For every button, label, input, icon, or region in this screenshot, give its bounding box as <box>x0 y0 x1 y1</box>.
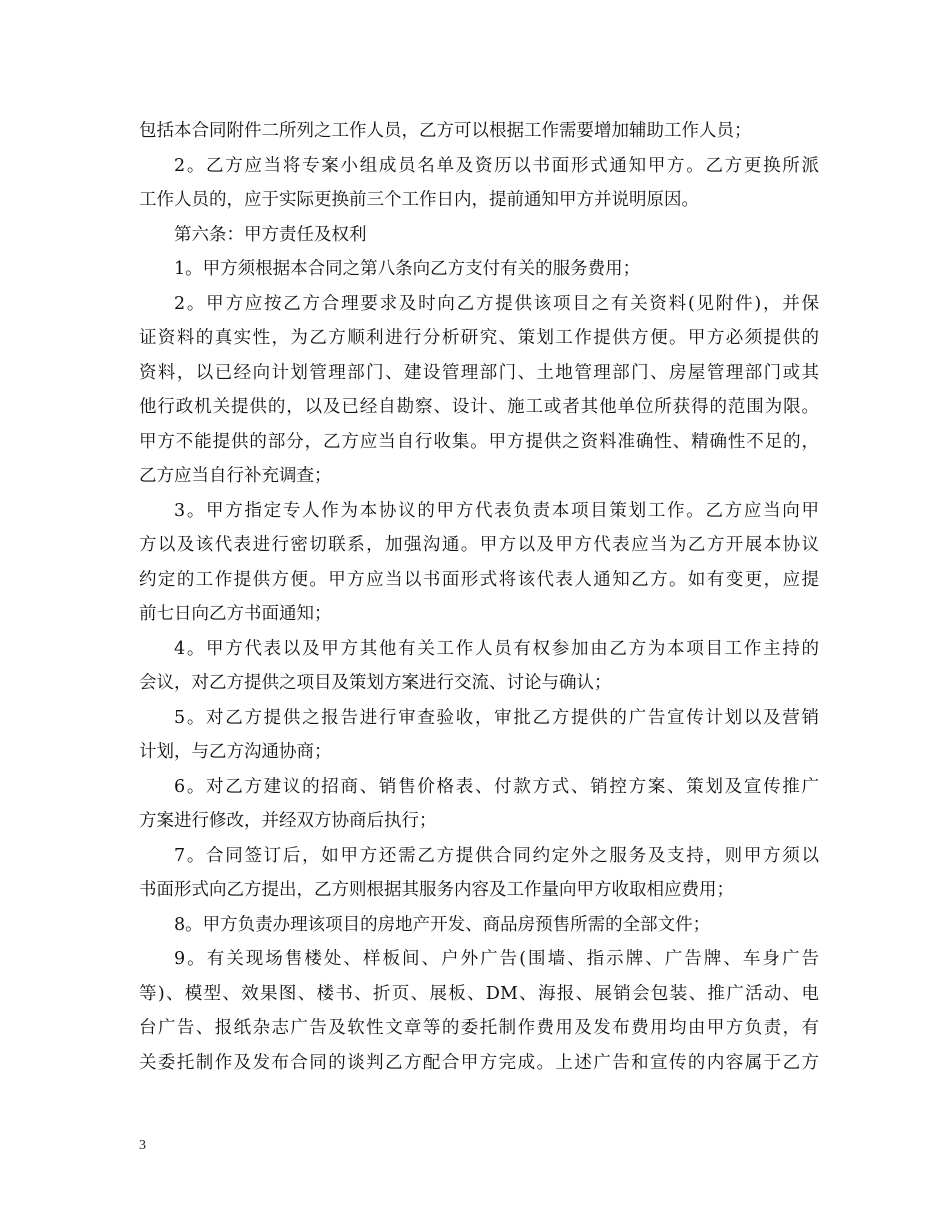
text-line: 前七日向乙方书面通知； <box>139 604 332 624</box>
text-line: 他行政机关提供的，以及已经自勘察、设计、施工或者其他单位所获得的范围为限。 <box>139 397 819 417</box>
text-line: 甲方不能提供的部分，乙方应当自行收集。甲方提供之资料准确性、精确性不足的， <box>139 431 819 452</box>
text-line: 会议，对乙方提供之项目及策划方案进行交流、讨论与确认； <box>139 673 612 693</box>
text-line: 方以及该代表进行密切联系，加强沟通。甲方以及甲方代表应当为乙方开展本协议 <box>139 535 819 555</box>
text-line: 第六条：甲方责任及权利 <box>174 224 367 245</box>
text-line: 等)、模型、效果图、楼书、折页、展板、DM、海报、展销会包装、推广活动、电 <box>139 983 819 1004</box>
text-line: 约定的工作提供方便。甲方应当以书面形式将该代表人通知乙方。如有变更，应提 <box>139 569 819 590</box>
text-line: 3。甲方指定专人作为本协议的甲方代表负责本项目策划工作。乙方应当向甲 <box>174 500 819 521</box>
text-line: 2。乙方应当将专案小组成员名单及资历以书面形式通知甲方。乙方更换所派 <box>174 155 819 176</box>
text-line: 证资料的真实性，为乙方顺利进行分析研究、策划工作提供方便。甲方必须提供的 <box>139 328 819 348</box>
text-line: 5。对乙方提供之报告进行审查验收，审批乙方提供的广告宣传计划以及营销 <box>174 707 819 728</box>
text-line: 书面形式向乙方提出，乙方则根据其服务内容及工作量向甲方收取相应费用； <box>139 880 734 900</box>
text-line: 9。有关现场售楼处、样板间、户外广告(围墙、指示牌、广告牌、车身广告 <box>174 949 819 969</box>
body-text <box>139 114 819 1080</box>
text-line: 关委托制作及发布合同的谈判乙方配合甲方完成。上述广告和宣传的内容属于乙方 <box>139 1052 819 1073</box>
text-line: 乙方应当自行补充调查； <box>139 466 332 486</box>
text-line: 资料，以已经向计划管理部门、建设管理部门、土地管理部门、房屋管理部门或其 <box>139 362 819 383</box>
text-line: 1。甲方须根据本合同之第八条向乙方支付有关的服务费用； <box>174 259 641 279</box>
text-line: 2。甲方应按乙方合理要求及时向乙方提供该项目之有关资料(见附件)，并保 <box>174 293 819 314</box>
text-line: 计划，与乙方沟通协商； <box>139 742 332 762</box>
text-line: 7。合同签订后，如甲方还需乙方提供合同约定外之服务及支持，则甲方须以 <box>174 845 819 866</box>
text-line: 8。甲方负责办理该项目的房地产开发、商品房预售所需的全部文件； <box>174 914 711 935</box>
text-line: 台广告、报纸杂志广告及软性文章等的委托制作费用及发布费用均由甲方负责，有 <box>139 1018 819 1038</box>
text-line: 包括本合同附件二所列之工作人员，乙方可以根据工作需要增加辅助工作人员； <box>139 121 752 141</box>
text-line: 工作人员的，应于实际更换前三个工作日内，提前通知甲方并说明原因。 <box>139 190 699 210</box>
text-line: 6。对乙方建议的招商、销售价格表、付款方式、销控方案、策划及宣传推广 <box>174 776 819 797</box>
text-line: 方案进行修改，并经双方协商后执行； <box>139 811 437 831</box>
page-number: 3 <box>139 1138 146 1153</box>
text-line: 4。甲方代表以及甲方其他有关工作人员有权参加由乙方为本项目工作主持的 <box>174 638 819 659</box>
